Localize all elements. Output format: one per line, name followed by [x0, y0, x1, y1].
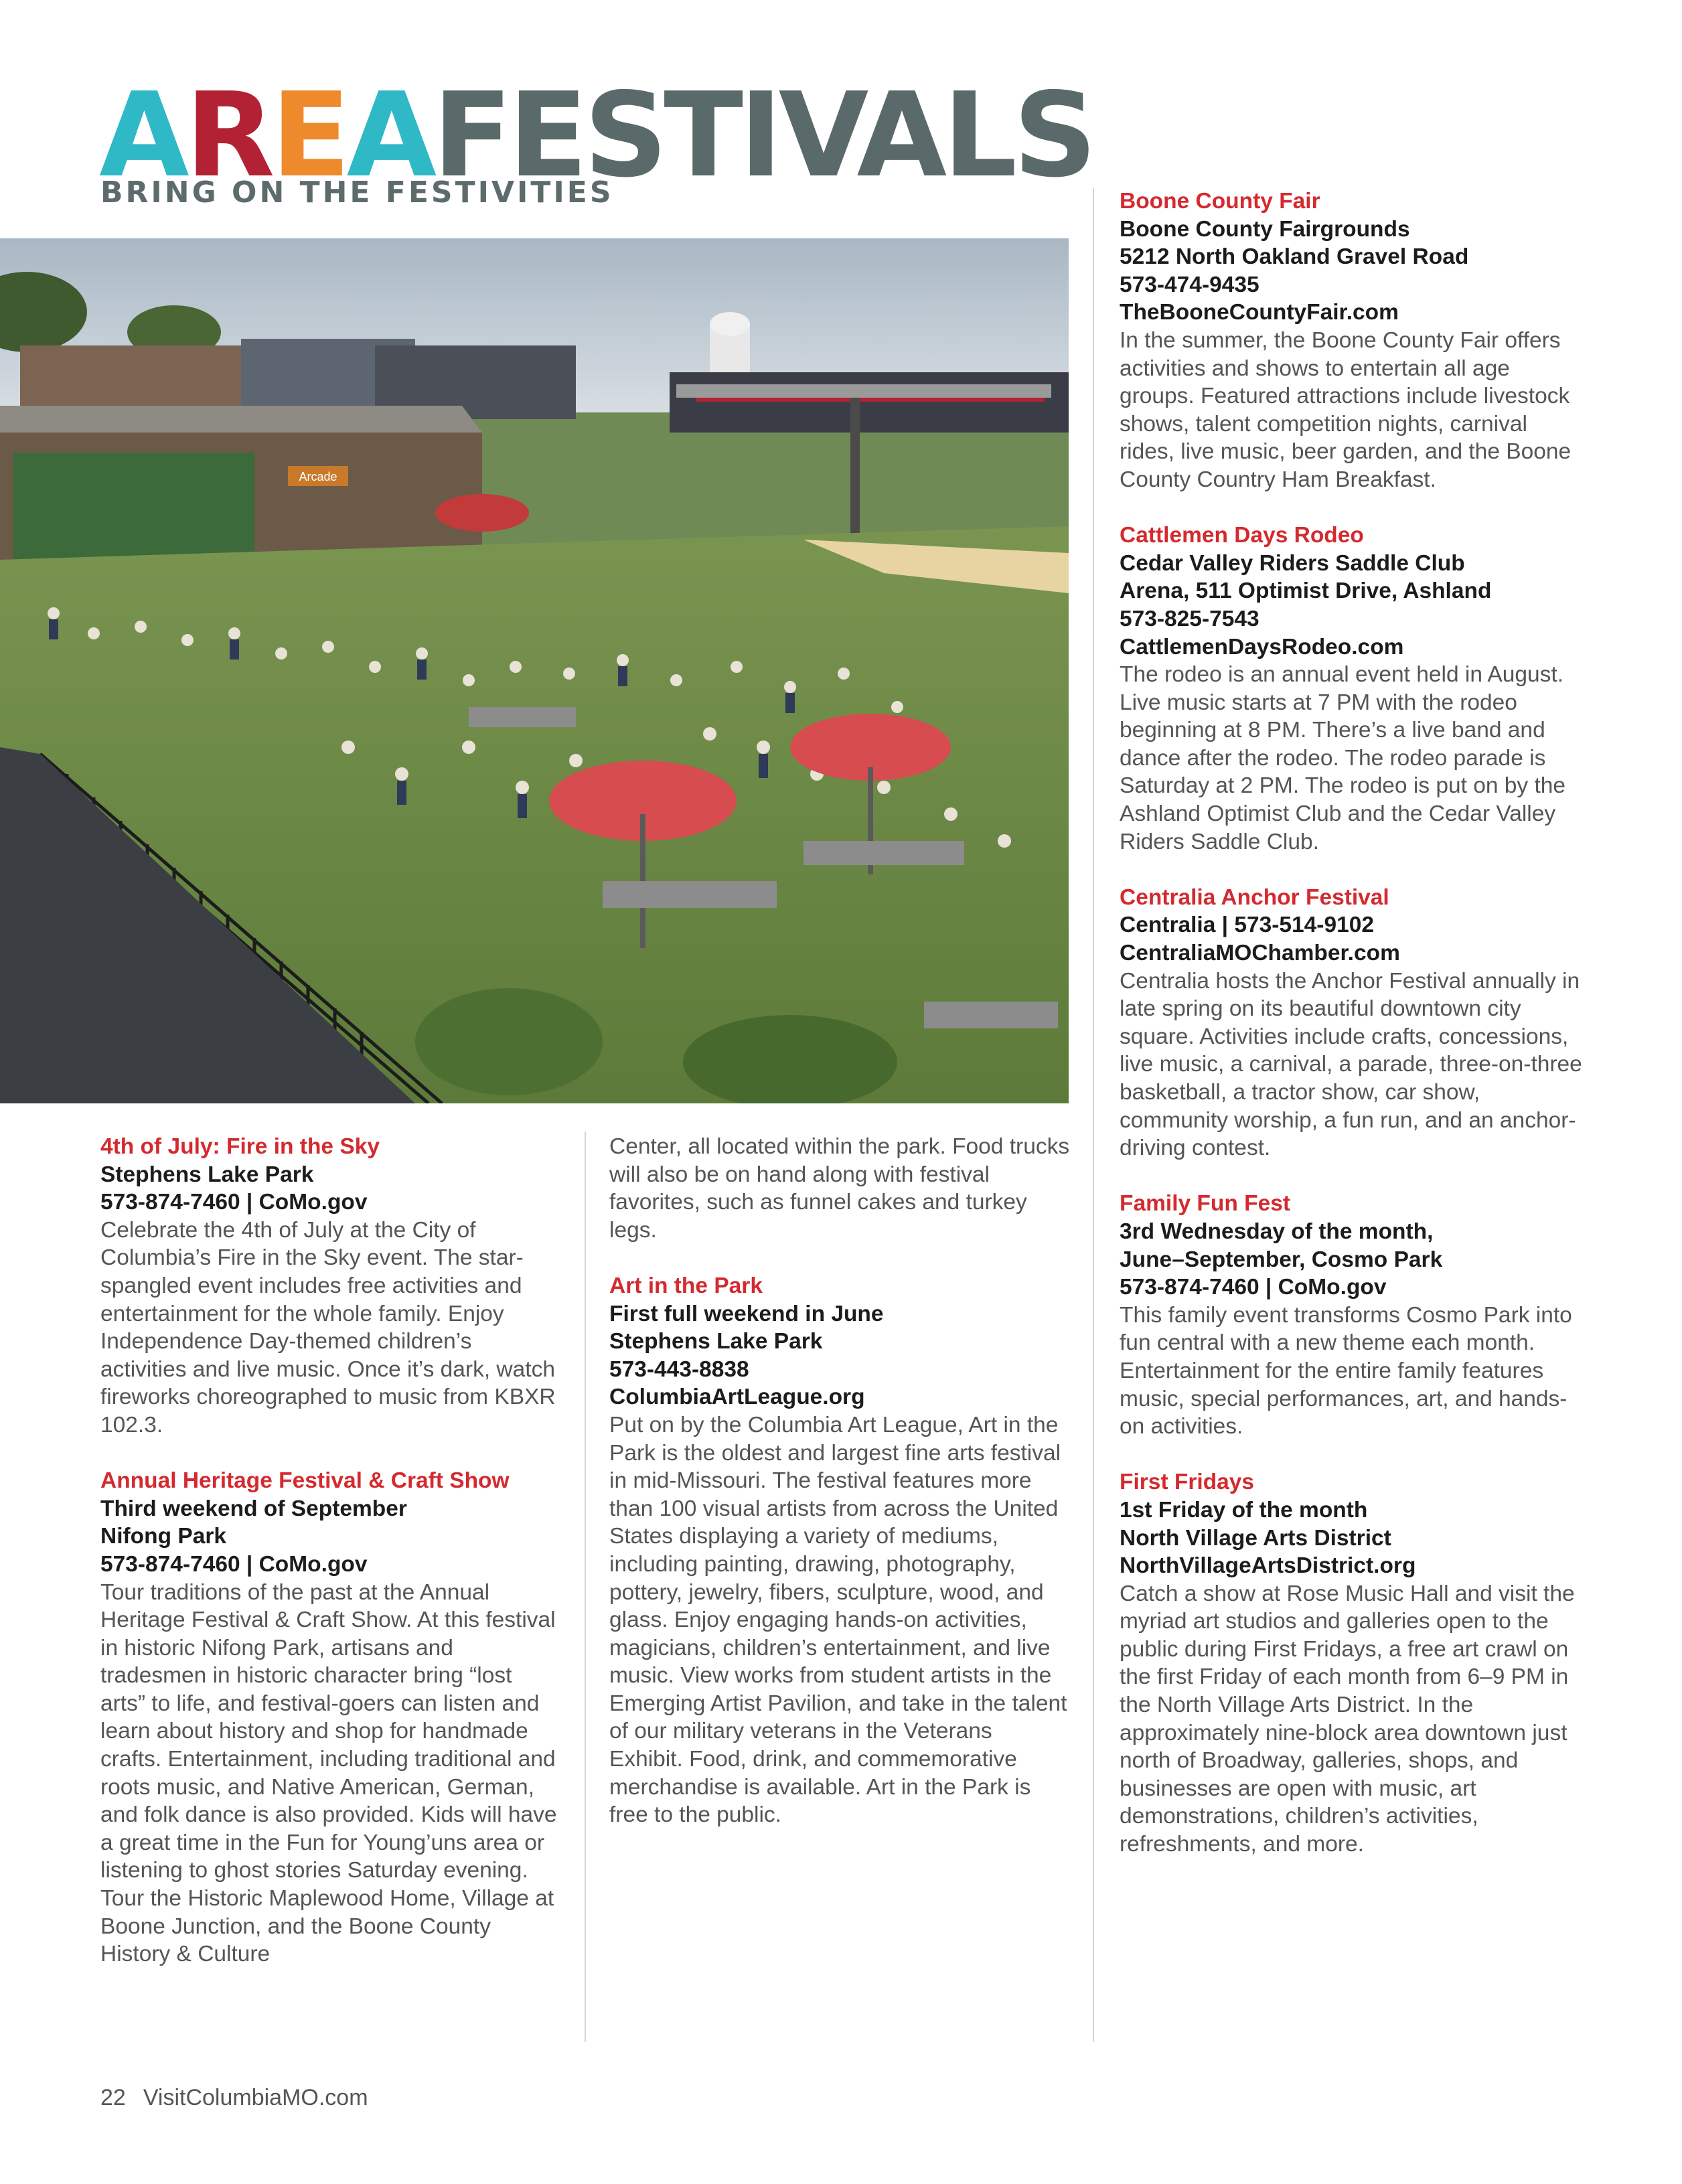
festival-title: First Fridays: [1120, 1470, 1255, 1495]
festival-entry-continued: [609, 1133, 1071, 1244]
festival-title: 4th of July: Fire in the Sky: [100, 1134, 380, 1159]
footer-website: VisitColumbiaMO.com: [143, 2085, 368, 2110]
festival-entry: [100, 1133, 562, 1439]
festival-detail: Stephens Lake Park: [100, 1162, 314, 1187]
festival-detail: CentraliaMOChamber.com: [1120, 941, 1400, 966]
festival-description: Put on by the Columbia Art League, Art in the Park is the oldest and largest fine arts festival in mid-Missouri. The festival features more than 100 visual artists from across the United States displaying a variety of mediums, including painting, drawing, photography, pottery, jewelry, fibers, sculpture, wood, and glass. Enjoy engaging hands-on activities, magicians, children’s entertainment, and live music. View works from student artists in the Emerging Artist Pavilion, and take in the talent of our military veterans in the Veterans Exhibit. Food, drink, and commemorative merchandise is available. Art in the Park is free to the public.: [609, 1412, 1067, 1828]
column-left: [100, 1133, 562, 1996]
column-divider: [585, 1132, 586, 2042]
festival-detail: 3rd Wednesday of the month,: [1120, 1219, 1434, 1244]
festival-description: This family event transforms Cosmo Park into fun central with a new theme each month. Entertainment for the entire family features music, special performances, art, and hands-on activities.: [1120, 1302, 1572, 1439]
festival-entry: [1120, 522, 1588, 856]
festival-entry: [1120, 187, 1588, 494]
arcade-sign: Arcade: [299, 470, 337, 483]
festival-detail: 573-874-7460 | CoMo.gov: [1120, 1275, 1387, 1300]
festival-photo: [0, 238, 1069, 1103]
page-number: 22: [100, 2085, 126, 2110]
festival-detail: First full weekend in June: [609, 1301, 884, 1326]
festival-detail: 573-443-8838: [609, 1356, 749, 1382]
festival-description: Tour traditions of the past at the Annual Heritage Festival & Craft Show. At this festival in historic Nifong Park, artisans and tradesmen in historic character bring “lost arts” to life, and festival-goers can listen and learn about history and shop for handmade crafts. Entertainment, including traditional and roots music, and Native American, German, and folk dance is also provided. Kids will have a great time in the Fun for Young’uns area or listening to ghost stories Saturday evening. Tour the Historic Maplewood Home, Village at Boone Junction, and the Boone County History & Culture: [100, 1579, 557, 1967]
festival-detail: Boone County Fairgrounds: [1120, 216, 1410, 242]
festival-description: In the summer, the Boone County Fair offers activities and shows to entertain all age groups. Featured attractions include livestock shows, talent competition nights, carnival rides, live music, beer garden, and the Boone County Country Ham Breakfast.: [1120, 327, 1572, 492]
festival-detail: TheBooneCountyFair.com: [1120, 300, 1399, 325]
page-footer: [100, 2085, 368, 2111]
festival-scene-illustration: [0, 238, 1069, 1103]
festival-detail: 573-825-7543: [1120, 606, 1259, 631]
festival-description: Center, all located within the park. Food trucks will also be on hand along with festival favorites, such as funnel cakes and turkey legs.: [609, 1134, 1070, 1243]
column-right: [1120, 187, 1588, 1886]
festival-detail: Centralia | 573-514-9102: [1120, 913, 1374, 938]
page-subtitle: BRING ON THE FESTIVITIES: [100, 175, 614, 210]
festival-entry: [1120, 1468, 1588, 1858]
title-letter: A: [99, 68, 185, 204]
festival-detail: Third weekend of September: [100, 1496, 407, 1521]
festival-detail: ColumbiaArtLeague.org: [609, 1385, 865, 1410]
festival-detail: CattlemenDaysRodeo.com: [1120, 634, 1404, 659]
festival-detail: June–September, Cosmo Park: [1120, 1247, 1443, 1272]
title-letter: E: [271, 68, 347, 204]
festival-entry: [609, 1272, 1071, 1829]
festival-entry: [1120, 884, 1588, 1162]
festival-detail: Arena, 511 Optimist Drive, Ashland: [1120, 578, 1492, 604]
festival-description: Centralia hosts the Anchor Festival annually in late spring on its beautiful downtown city square. Activities include crafts, concessions, live music, a carnival, a parade, three-on-three basketball, a tractor show, car show, community worship, a fun run, and an anchor-driving contest.: [1120, 968, 1582, 1161]
festival-entry: [1120, 1190, 1588, 1440]
festival-detail: NorthVillageArtsDistrict.org: [1120, 1553, 1416, 1579]
festival-description: Celebrate the 4th of July at the City of Columbia’s Fire in the Sky event. The star-spangled event includes free activities and entertainment for the whole family. Enjoy Independence Day-themed children’s activities and live music. Once it’s dark, watch fireworks choreographed to music from KBXR 102.3.: [100, 1217, 556, 1437]
festival-detail: 1st Friday of the month: [1120, 1497, 1368, 1523]
festival-title: Boone County Fair: [1120, 189, 1320, 214]
festival-detail: 573-874-7460 | CoMo.gov: [100, 1190, 368, 1215]
title-letter: R: [185, 68, 271, 204]
column-divider: [1093, 187, 1094, 2042]
title-word: FESTIVALS: [433, 68, 1093, 204]
festival-detail: North Village Arts District: [1120, 1525, 1391, 1551]
festival-detail: Stephens Lake Park: [609, 1329, 823, 1354]
festival-description: Catch a show at Rose Music Hall and visit the myriad art studios and galleries open to the public during First Fridays, a free art crawl on the first Friday of each month from 6–9 PM in the North Village Arts District. In the approximately nine-block area downtown just north of Broadway, galleries, shops, and businesses are open with music, art demonstrations, children’s activities, refreshments, and more.: [1120, 1581, 1575, 1857]
column-middle: [609, 1133, 1071, 1857]
title-letter: A: [346, 68, 433, 204]
festival-description: The rodeo is an annual event held in August. Live music starts at 7 PM with the rodeo beginning at 8 PM. There’s a live band and dance after the rodeo. The rodeo parade is Saturday at 2 PM. The rodeo is put on by the Ashland Optimist Club and the Cedar Valley Riders Saddle Club.: [1120, 662, 1566, 854]
festival-title: Annual Heritage Festival & Craft Show: [100, 1468, 510, 1494]
festival-detail: 573-874-7460 | CoMo.gov: [100, 1551, 368, 1577]
festival-title: Cattlemen Days Rodeo: [1120, 523, 1364, 548]
festival-detail: 573-474-9435: [1120, 272, 1259, 297]
festival-detail: 5212 North Oakland Gravel Road: [1120, 244, 1469, 270]
festival-title: Art in the Park: [609, 1273, 763, 1298]
festival-detail: Cedar Valley Riders Saddle Club: [1120, 550, 1465, 576]
festival-title: Family Fun Fest: [1120, 1191, 1291, 1217]
festival-detail: Nifong Park: [100, 1524, 226, 1549]
festival-entry: [100, 1467, 562, 1968]
festival-title: Centralia Anchor Festival: [1120, 884, 1389, 910]
